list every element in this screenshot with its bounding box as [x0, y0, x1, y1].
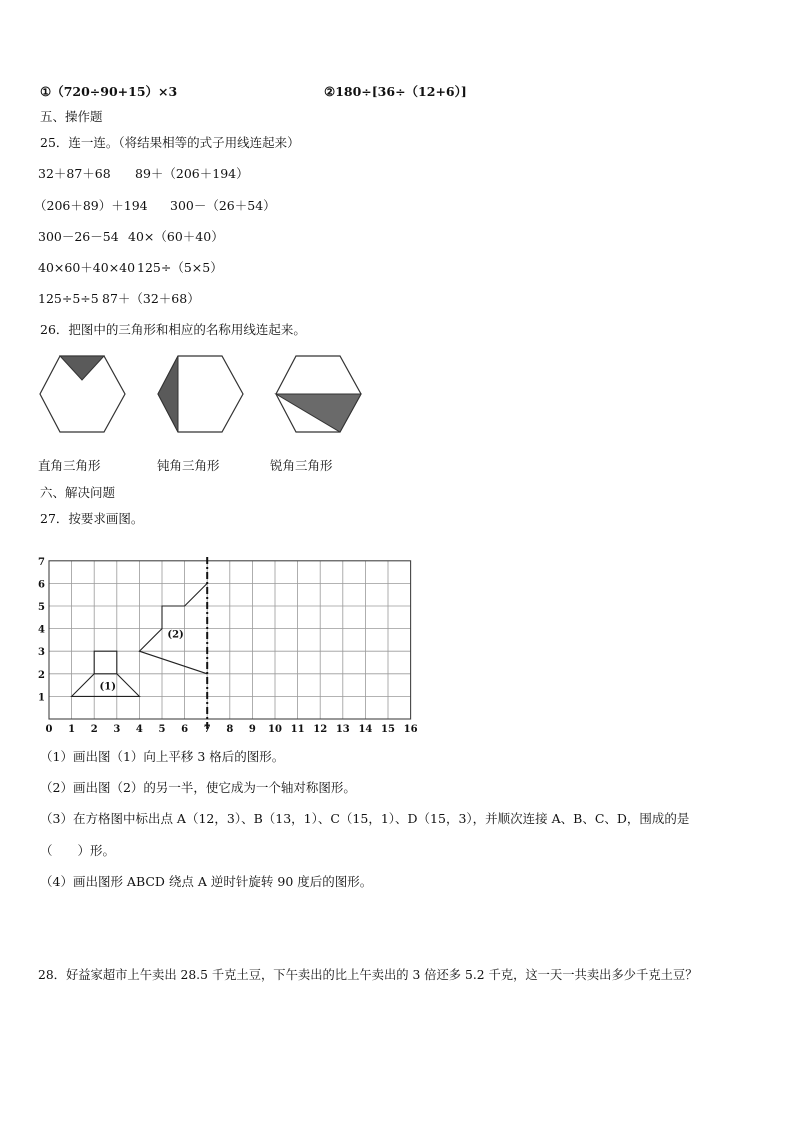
- hexagon-right-triangle-figure: [38, 354, 128, 434]
- y-tick-label: 1: [38, 692, 45, 704]
- q25-left-2: （206＋89）＋194: [34, 198, 148, 213]
- x-tick-label: 16: [403, 724, 418, 735]
- q25-right-2: 300－（26＋54）: [170, 198, 276, 213]
- section-6-title: 六、解决问题: [40, 485, 116, 500]
- q25-left-5: 125÷5÷5: [38, 291, 99, 306]
- x-tick-label: 4: [135, 724, 143, 735]
- q25-left-4: 40×60＋40×40: [38, 260, 136, 275]
- q25-right-4: 125÷（5×5）: [137, 260, 223, 275]
- q27-sub-3b: （ ）形。: [40, 843, 116, 858]
- x-tick-label: 11: [290, 724, 305, 735]
- q26-title: 26．把图中的三角形和相应的名称用线连起来。: [40, 322, 306, 337]
- q25-right-3: 40×（60＋40）: [128, 229, 224, 244]
- hexagon-obtuse-triangle-figure: [156, 354, 246, 434]
- q27-sub-2: （2）画出图（2）的另一半，使它成为一个轴对称图形。: [40, 780, 356, 795]
- q27-title: 27．按要求画图。: [40, 511, 144, 526]
- y-tick-label: 4: [38, 624, 45, 636]
- q25-left-3: 300－26－54: [38, 229, 119, 244]
- y-tick-label: 7: [38, 556, 45, 568]
- section-5-title: 五、操作题: [40, 109, 103, 124]
- q27-sub-3a: （3）在方格图中标出点 A（12，3）、B（13，1）、C（15，1）、D（15，3），并顺次连接 A、B、C、D，围成的是: [40, 811, 690, 826]
- q26-label-obtuse-triangle: 钝角三角形: [157, 458, 220, 473]
- q27-sub-4: （4）画出图形 ABCD 绕点 A 逆时针旋转 90 度后的图形。: [40, 874, 373, 889]
- q26-label-right-triangle: 直角三角形: [38, 458, 101, 473]
- x-tick-label: 12: [313, 724, 328, 735]
- y-axis-tick-labels: [38, 557, 45, 704]
- x-tick-label: 14: [358, 724, 373, 735]
- y-tick-label: 6: [38, 579, 45, 591]
- q26-label-acute-triangle: 锐角三角形: [270, 458, 333, 473]
- x-tick-label: 7: [203, 724, 211, 735]
- x-tick-label: 3: [113, 724, 121, 735]
- x-tick-label: 1: [68, 724, 76, 735]
- q25-left-1: 32＋87＋68: [38, 166, 111, 181]
- figure-2-label: (2): [167, 629, 184, 641]
- calc-item-2: ②180÷[36÷（12+6）]: [324, 84, 467, 99]
- x-tick-label: 2: [90, 724, 98, 735]
- x-tick-label: 9: [248, 724, 256, 735]
- q25-right-1: 89＋（206＋194）: [135, 166, 249, 181]
- x-tick-label: 5: [158, 724, 166, 735]
- q28-text: 28．好益家超市上午卖出 28.5 千克土豆，下午卖出的比上午卖出的 3 倍还多 5.2 千克，这一天一共卖出多少千克土豆？: [38, 968, 698, 982]
- x-tick-label: 10: [268, 724, 282, 735]
- figure-1-label: (1): [99, 681, 116, 693]
- coordinate-grid: [36, 545, 428, 735]
- q25-title: 25．连一连。（将结果相等的式子用线连起来）: [40, 135, 300, 150]
- hexagon-acute-triangle-figure: [274, 354, 364, 434]
- y-tick-label: 5: [38, 602, 45, 613]
- calc-item-1: ①（720÷90+15）×3: [40, 84, 178, 99]
- x-tick-label: 13: [335, 724, 350, 735]
- x-axis-tick-labels: [46, 724, 418, 735]
- y-tick-label: 2: [38, 669, 45, 681]
- q27-sub-1: （1）画出图（1）向上平移 3 格后的图形。: [40, 749, 285, 764]
- y-tick-label: 3: [38, 647, 45, 659]
- x-tick-label: 6: [181, 724, 189, 735]
- q25-right-5: 87＋（32＋68）: [102, 291, 200, 306]
- x-tick-label: 15: [381, 724, 395, 735]
- x-tick-label: 0: [45, 724, 53, 735]
- x-tick-label: 8: [226, 724, 234, 735]
- grid-lines: [49, 561, 411, 719]
